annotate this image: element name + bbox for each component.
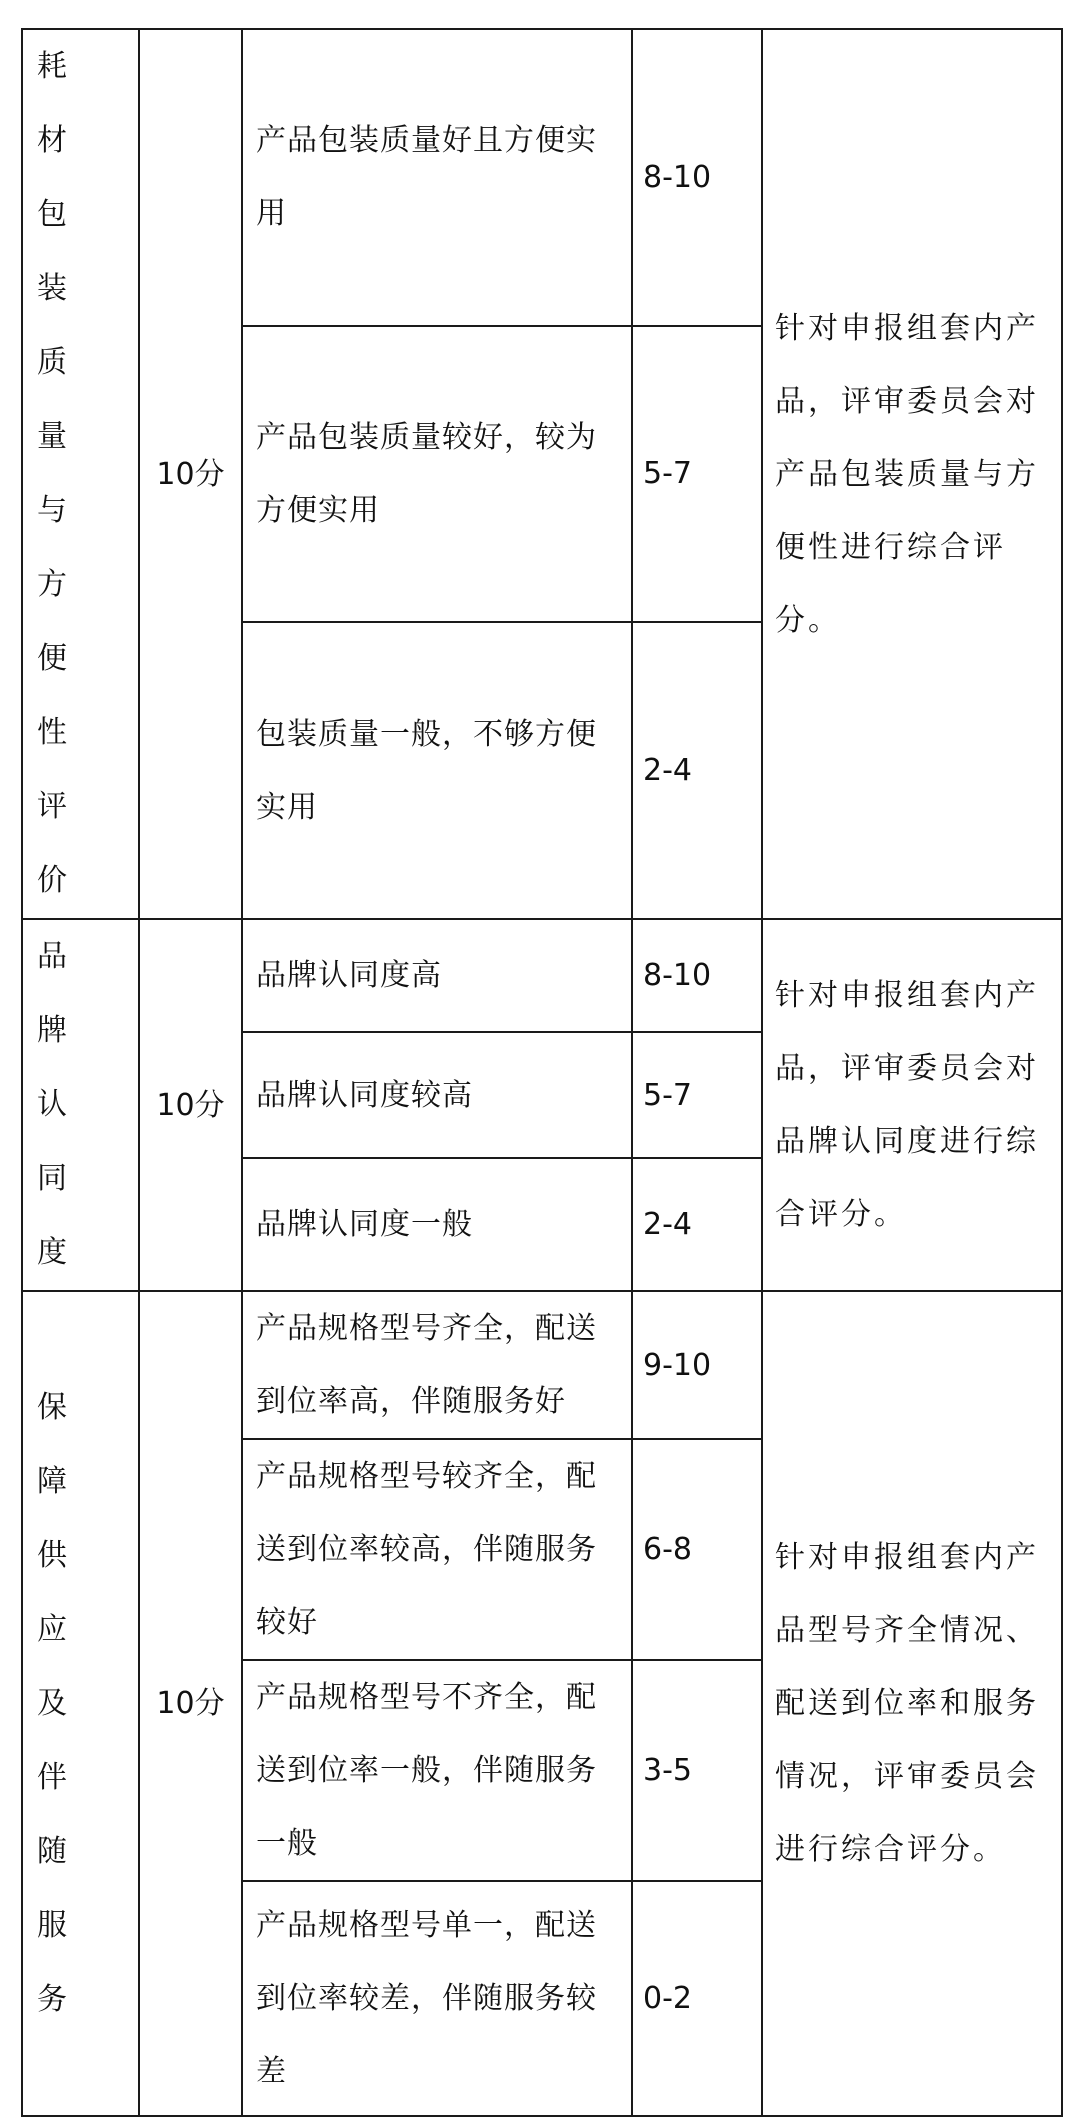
scoring-table	[21, 28, 1063, 2117]
points-cell: 6-8	[632, 1439, 762, 1660]
criterion-cell: 产品包装质量较好，较为方便实用	[242, 326, 632, 623]
criterion-cell: 品牌认同度高	[242, 919, 632, 1032]
points-cell: 5-7	[632, 326, 762, 623]
criterion-cell: 产品规格型号不齐全，配送到位率一般，伴随服务一般	[242, 1660, 632, 1881]
points-cell: 8-10	[632, 29, 762, 326]
points-cell: 2-4	[632, 1158, 762, 1291]
table-row	[22, 29, 1062, 326]
points-cell: 3-5	[632, 1660, 762, 1881]
criterion-cell: 包装质量一般，不够方便实用	[242, 622, 632, 919]
criterion-cell: 产品规格型号较齐全，配送到位率较高，伴随服务较好	[242, 1439, 632, 1660]
points-cell: 5-7	[632, 1032, 762, 1158]
note-cell: 针对申报组套内产品，评审委员会对品牌认同度进行综合评分。	[762, 919, 1062, 1291]
criterion-cell: 产品规格型号单一，配送到位率较差，伴随服务较差	[242, 1881, 632, 2116]
table-row	[22, 919, 1062, 1032]
points-cell: 0-2	[632, 1881, 762, 2116]
item-score-cell: 10分	[139, 29, 242, 919]
points-cell: 9-10	[632, 1291, 762, 1439]
item-name-cell: 耗材包装质量与方便性评价	[22, 29, 139, 919]
points-cell: 8-10	[632, 919, 762, 1032]
item-score-cell: 10分	[139, 919, 242, 1291]
criterion-cell: 产品规格型号齐全，配送到位率高，伴随服务好	[242, 1291, 632, 1439]
criterion-cell: 品牌认同度一般	[242, 1158, 632, 1291]
note-cell: 针对申报组套内产品，评审委员会对产品包装质量与方便性进行综合评分。	[762, 29, 1062, 919]
item-score-cell: 10分	[139, 1291, 242, 2116]
item-name-cell: 保障供应及伴随服务	[22, 1291, 139, 2116]
table-row	[22, 1291, 1062, 1439]
item-name-cell: 品牌认同度	[22, 919, 139, 1291]
points-cell: 2-4	[632, 622, 762, 919]
criterion-cell: 品牌认同度较高	[242, 1032, 632, 1158]
note-cell: 针对申报组套内产品型号齐全情况、配送到位率和服务情况，评审委员会进行综合评分。	[762, 1291, 1062, 2116]
criterion-cell: 产品包装质量好且方便实用	[242, 29, 632, 326]
